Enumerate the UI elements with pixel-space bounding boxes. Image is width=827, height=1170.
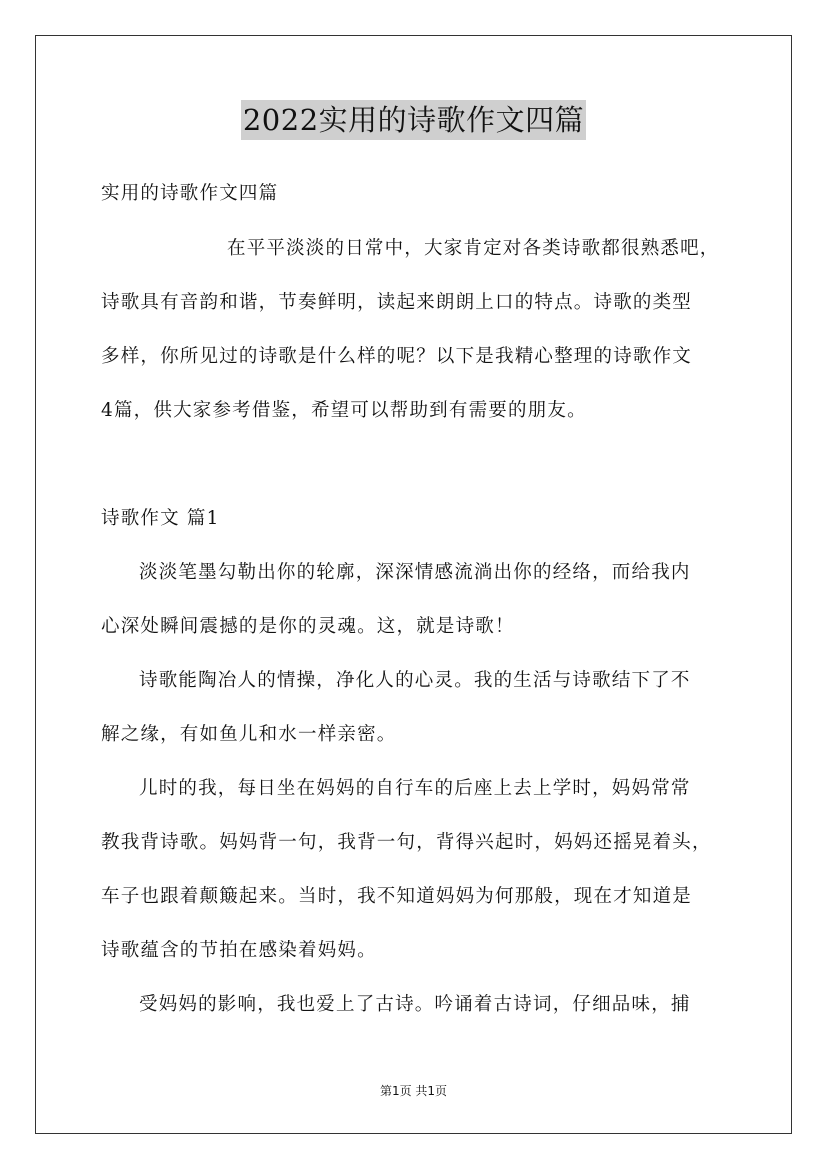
intro-line-2: 诗歌具有音韵和谐，节奏鲜明，读起来朗朗上口的特点。诗歌的类型 [101, 292, 693, 313]
page-footer: 第1页 共1页 [379, 1084, 448, 1098]
body-line-8: 诗歌蕴含的节拍在感染着妈妈。 [101, 940, 377, 961]
title-block [0, 100, 827, 140]
body-line-6: 教我背诗歌。妈妈背一句，我背一句，背得兴起时，妈妈还摇晃着头， [101, 832, 712, 853]
body-line-7: 车子也跟着颠簸起来。当时，我不知道妈妈为何那般，现在才知道是 [101, 886, 693, 907]
intro-line-3: 多样，你所见过的诗歌是什么样的呢？以下是我精心整理的诗歌作文 [101, 346, 693, 367]
subtitle: 实用的诗歌作文四篇 [101, 183, 279, 204]
body-line-5: 儿时的我，每日坐在妈妈的自行车的后座上去上学时，妈妈常常 [139, 778, 691, 799]
body-line-4: 解之缘，有如鱼儿和水一样亲密。 [101, 724, 397, 745]
document-title: 2022实用的诗歌作文四篇 [241, 100, 586, 140]
body-line-3: 诗歌能陶冶人的情操，净化人的心灵。我的生活与诗歌结下了不 [139, 670, 691, 691]
intro-line-4: 4篇，供大家参考借鉴，希望可以帮助到有需要的朋友。 [101, 400, 587, 421]
intro-line-1: 在平平淡淡的日常中，大家肯定对各类诗歌都很熟悉吧， [227, 238, 720, 259]
section-heading: 诗歌作文 篇1 [101, 508, 220, 529]
body-line-9: 受妈妈的影响，我也爱上了古诗。吟诵着古诗词，仔细品味，捕 [139, 994, 691, 1015]
body-line-2: 心深处瞬间震撼的是你的灵魂。这，就是诗歌！ [101, 616, 515, 637]
body-line-1: 淡淡笔墨勾勒出你的轮廓，深深情感流淌出你的经络，而给我内 [139, 562, 691, 583]
